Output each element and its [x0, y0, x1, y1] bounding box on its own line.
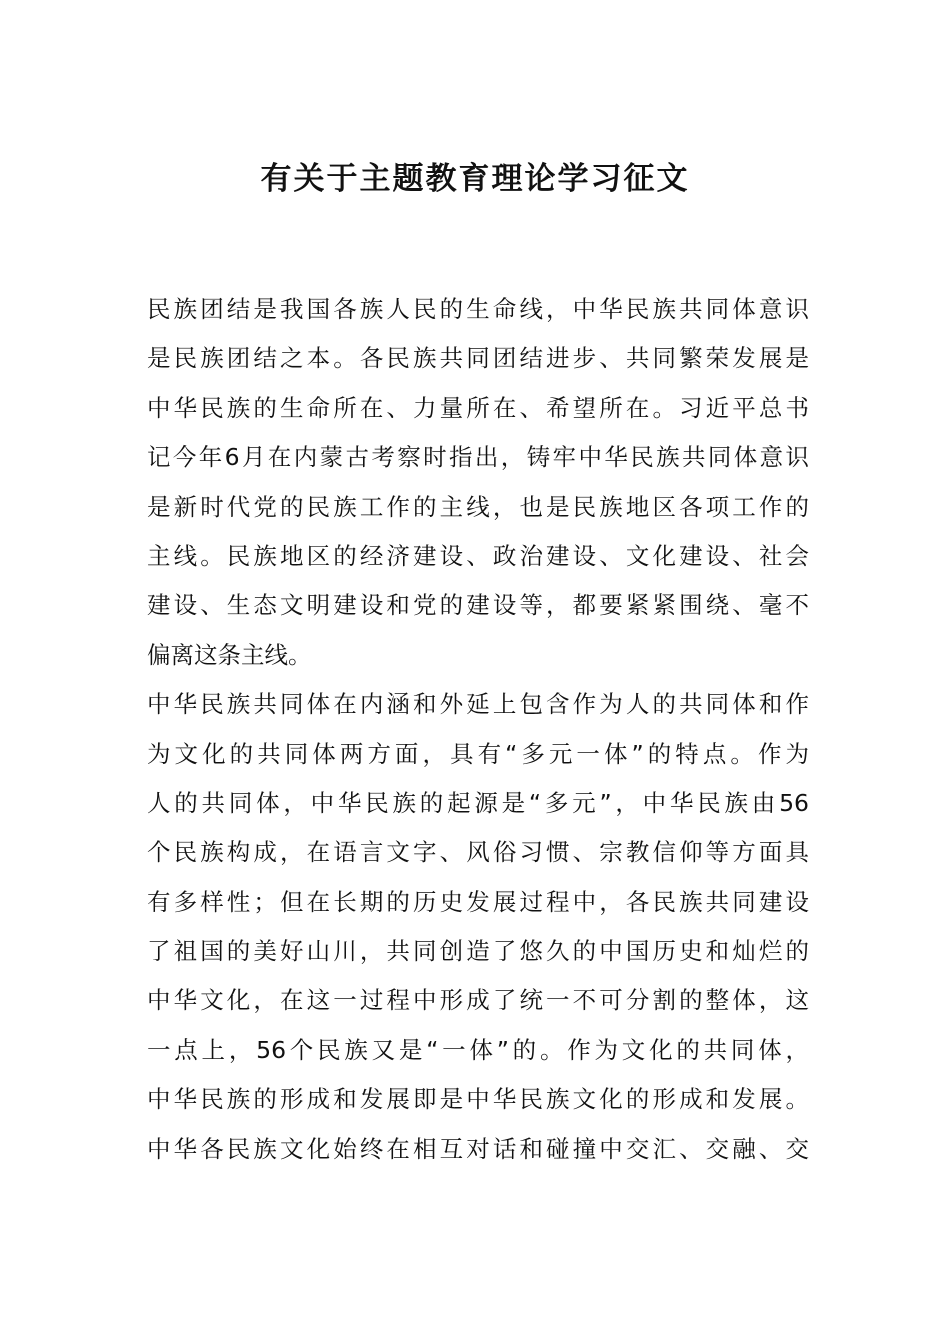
text-line: 中华民族的形成和发展即是中华民族文化的形成和发展。 — [147, 1085, 809, 1114]
paragraph-2 — [147, 680, 809, 1174]
text-line: 个民族构成，在语言文字、风俗习惯、宗教信仰等方面具 — [147, 838, 809, 867]
text-line: 一点上，56个民族又是“一体”的。作为文化的共同体， — [147, 1035, 809, 1064]
text-line: 人的共同体，中华民族的起源是“多元”，中华民族由56 — [147, 788, 809, 817]
text-line: 是民族团结之本。各民族共同团结进步、共同繁荣发展是 — [147, 344, 809, 373]
text-line: 了祖国的美好山川，共同创造了悠久的中国历史和灿烂的 — [147, 937, 809, 966]
document-body — [147, 285, 809, 1174]
text-line: 有多样性；但在长期的历史发展过程中，各民族共同建设 — [147, 887, 809, 916]
text-line: 中华民族共同体在内涵和外延上包含作为人的共同体和作 — [147, 690, 809, 719]
text-line: 记今年6月在内蒙古考察时指出，铸牢中华民族共同体意识 — [147, 443, 809, 472]
document-title: 有关于主题教育理论学习征文 — [260, 161, 690, 197]
paragraph-1 — [147, 285, 809, 680]
text-line: 为文化的共同体两方面，具有“多元一体”的特点。作为 — [147, 739, 809, 768]
text-line: 建设、生态文明建设和党的建设等，都要紧紧围绕、毫不 — [147, 591, 809, 620]
text-line: 主线。民族地区的经济建设、政治建设、文化建设、社会 — [147, 541, 809, 570]
text-line: 偏离这条主线。 — [147, 640, 312, 669]
text-line: 是新时代党的民族工作的主线，也是民族地区各项工作的 — [147, 492, 809, 521]
text-line: 中华文化，在这一过程中形成了统一不可分割的整体，这 — [147, 986, 809, 1015]
text-line: 中华各民族文化始终在相互对话和碰撞中交汇、交融、交 — [147, 1134, 809, 1163]
text-line: 民族团结是我国各族人民的生命线，中华民族共同体意识 — [147, 295, 809, 323]
text-line: 中华民族的生命所在、力量所在、希望所在。习近平总书 — [147, 393, 809, 422]
